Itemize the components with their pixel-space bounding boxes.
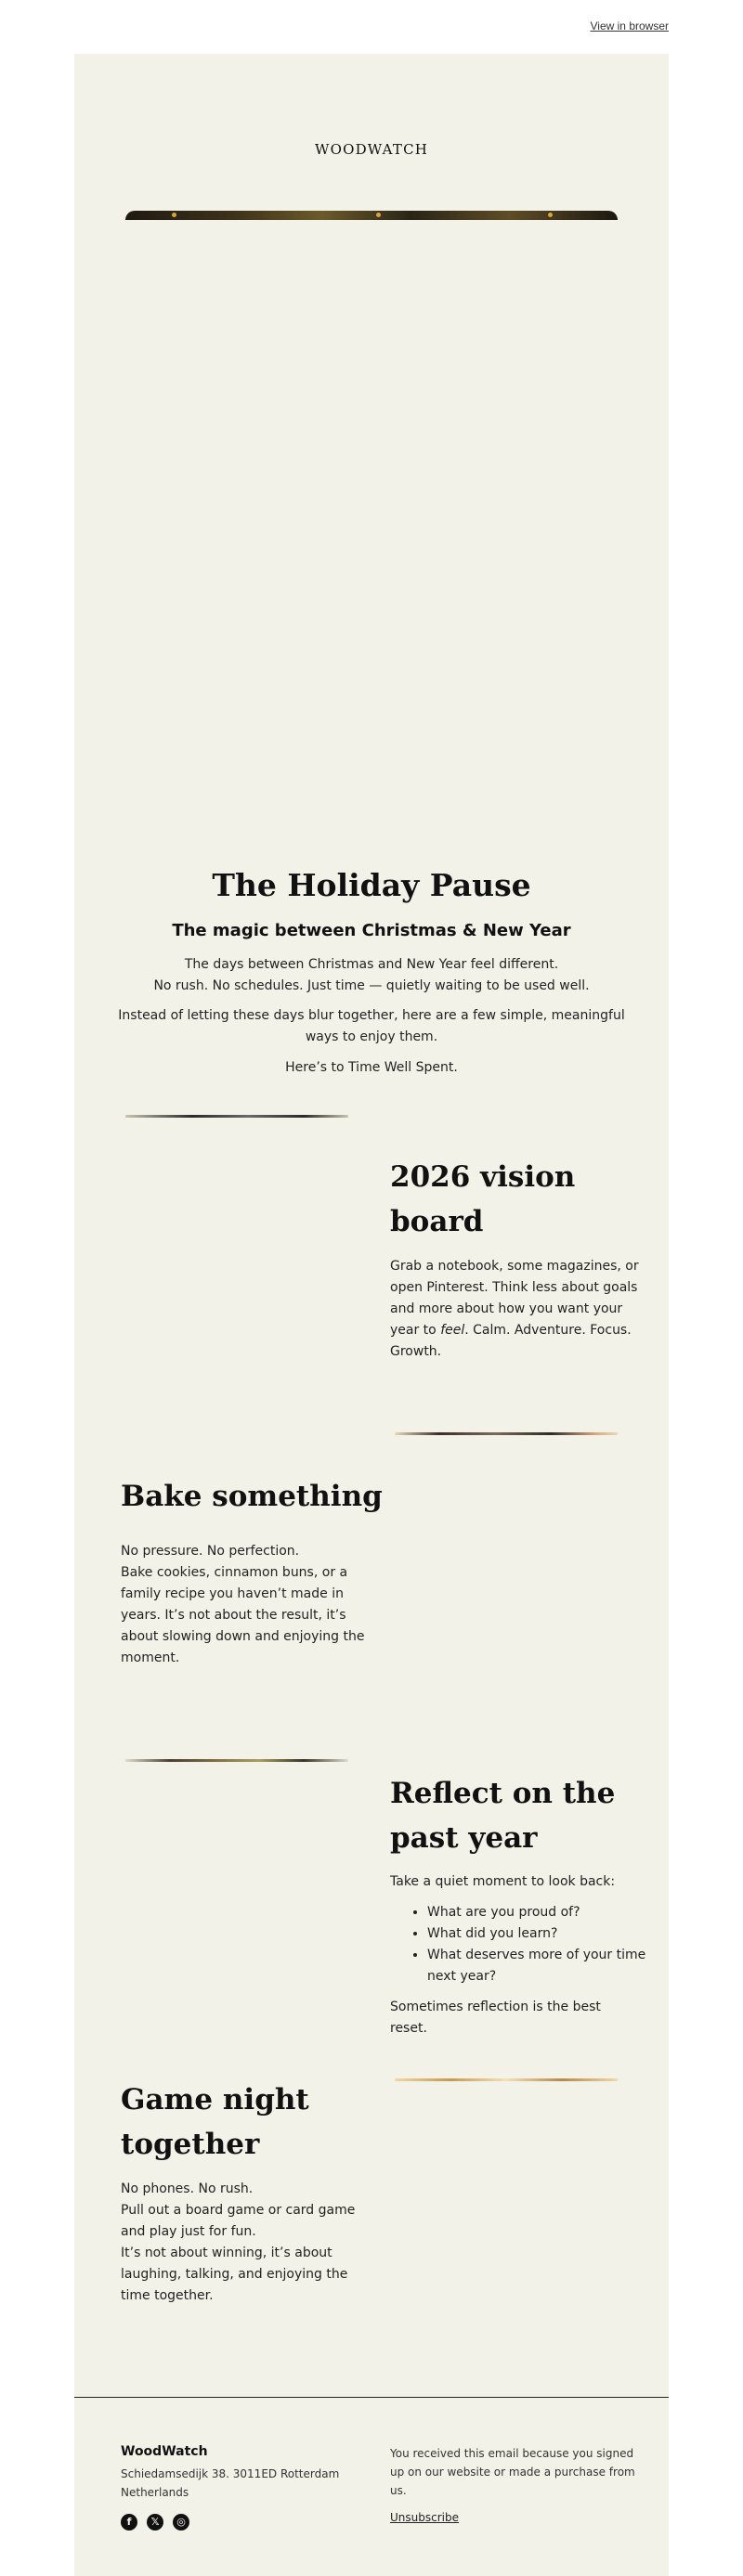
vision-board-title: 2026 vision board xyxy=(390,1160,576,1238)
bake-line: Bake cookies, cinnamon buns, or a family recipe you haven’t made in years. It’s not about the result, it’s about slowing down and enjoying the moment. xyxy=(121,1565,365,1665)
facebook-icon[interactable]: f xyxy=(121,2514,137,2531)
hero-title: The Holiday Pause xyxy=(212,867,531,903)
vision-board-image xyxy=(125,1115,348,1118)
hero-paragraph: Instead of letting these days blur together, here are a few simple, meaningful ways to enjoy them. xyxy=(118,1008,625,1044)
brand-logo: WOODWATCH xyxy=(314,141,429,158)
bake-image xyxy=(395,1432,618,1435)
hero-closing: Here’s to Time Well Spent. xyxy=(285,1060,458,1075)
game-night-image xyxy=(395,2078,618,2081)
footer-left xyxy=(121,2444,362,2531)
light-sparkle xyxy=(548,213,553,217)
hero-image xyxy=(125,211,618,220)
bake-text xyxy=(121,1541,372,1669)
instagram-icon[interactable]: ◎ xyxy=(173,2514,189,2531)
reflect-title: Reflect on the past year xyxy=(390,1777,616,1855)
hero-subtitle: The magic between Christmas & New Year xyxy=(172,921,571,940)
reflect-outro: Sometimes reflection is the best reset. xyxy=(390,2000,601,2036)
footer-company: WoodWatch xyxy=(121,2444,208,2459)
light-sparkle xyxy=(376,213,381,217)
reflect-intro: Take a quiet moment to look back: xyxy=(390,1874,616,1889)
social-links xyxy=(121,2514,362,2531)
game-night-text xyxy=(121,2179,372,2307)
list-item: • What are you proud of? xyxy=(427,1902,659,1923)
top-bar xyxy=(0,0,743,54)
footer-divider xyxy=(74,2397,669,2398)
hero-intro-line: No rush. No schedules. Just time — quietly waiting to be used well. xyxy=(153,978,590,993)
game-line: Pull out a board game or card game and play just for fun. xyxy=(121,2203,356,2239)
list-item: • What did you learn? xyxy=(427,1923,659,1945)
list-item: • What deserves more of your time next year? xyxy=(427,1945,659,1987)
hero-intro-line: The days between Christmas and New Year feel different. xyxy=(184,957,559,972)
game-line: No phones. No rush. xyxy=(121,2181,254,2196)
footer-address: Schiedamsedijk 38. 3011ED Rotterdam Netherlands xyxy=(121,2467,340,2499)
x-icon[interactable]: 𝕏 xyxy=(147,2514,163,2531)
vision-text-part: . Calm. Adventure. Focus. Growth. xyxy=(390,1323,632,1359)
light-sparkle xyxy=(172,213,176,217)
game-night-title: Game night together xyxy=(121,2083,309,2161)
vision-board-text xyxy=(390,1256,641,1363)
vision-text-part: Grab a notebook, some magazines, or open Pinterest. Think less about goals and more about how you want your year to xyxy=(390,1259,639,1338)
reflect-image xyxy=(125,1759,348,1762)
game-line: It’s not about winning, it’s about laughing, talking, and enjoying the time together. xyxy=(121,2246,348,2303)
email-body xyxy=(74,54,669,2576)
reflect-list xyxy=(390,1902,659,1987)
bake-title: Bake something xyxy=(121,1480,383,1513)
bake-line: No pressure. No perfection. xyxy=(121,1544,300,1559)
unsubscribe-link[interactable]: Unsubscribe xyxy=(390,2511,459,2524)
hero-intro xyxy=(111,954,632,997)
vision-text-emphasis: feel xyxy=(440,1323,465,1338)
view-in-browser-link[interactable]: View in browser xyxy=(590,19,669,32)
footer-notice: You received this email because you signed up on our website or made a purchase from us. xyxy=(390,2447,635,2497)
footer-right xyxy=(390,2444,641,2524)
